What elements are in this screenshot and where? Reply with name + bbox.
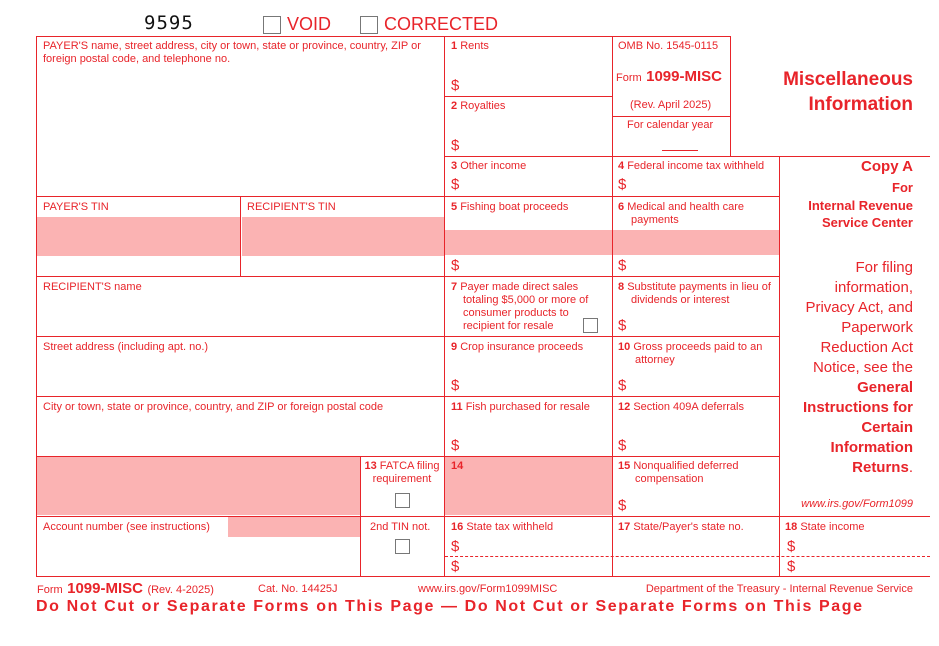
box1-label: 1 Rents bbox=[451, 40, 489, 52]
recipient-tin-field[interactable] bbox=[242, 256, 444, 276]
box16-state-tax-field-1[interactable] bbox=[462, 537, 610, 555]
box10-dollar: $ bbox=[618, 377, 627, 394]
box12-label: 12 Section 409A deferrals bbox=[618, 401, 744, 413]
form-title-line1: Miscellaneous bbox=[783, 69, 913, 90]
notice-url: www.irs.gov/Form1099 bbox=[801, 498, 913, 510]
box2-dollar: $ bbox=[451, 137, 460, 154]
rule-form-bottom bbox=[37, 576, 930, 577]
street-address-label: Street address (including apt. no.) bbox=[43, 341, 209, 353]
payer-tin-shade bbox=[37, 217, 240, 256]
rule-omb-rev bbox=[612, 116, 730, 117]
recipient-tin-label: RECIPIENT'S TIN bbox=[247, 201, 336, 213]
notice-line4: Paperwork bbox=[841, 319, 913, 336]
box8-substitute-field[interactable] bbox=[629, 316, 777, 335]
copy-irs-line2: Service Center bbox=[821, 215, 913, 230]
rule-row13-bottom bbox=[37, 516, 930, 517]
box15-label: 15 Nonqualified deferred compensation bbox=[618, 460, 739, 485]
account-number-label: Account number (see instructions) bbox=[43, 521, 210, 533]
street-address-field[interactable] bbox=[37, 357, 444, 395]
city-label: City or town, state or province, country, and ZIP or foreign postal code bbox=[43, 401, 384, 413]
box16-state-tax-field-2[interactable] bbox=[462, 557, 610, 575]
box10-label: 10 Gross proceeds paid to an attorney bbox=[618, 341, 763, 366]
rule-street-bottom bbox=[37, 396, 779, 397]
omb-form-id bbox=[616, 68, 722, 86]
notice-line5: Reduction Act bbox=[820, 339, 913, 356]
box16-dollar-1: $ bbox=[451, 538, 460, 555]
box18-label: 18 State income bbox=[785, 521, 865, 533]
box11-label: 11 Fish purchased for resale bbox=[451, 401, 590, 413]
calendar-year-label: For calendar year bbox=[627, 119, 714, 131]
box8-dollar: $ bbox=[618, 317, 627, 334]
calendar-year-field[interactable] bbox=[662, 137, 698, 151]
notice-line7: General bbox=[857, 379, 913, 396]
notice-line8: Instructions for bbox=[802, 399, 913, 416]
rule-box1-bottom bbox=[445, 96, 612, 97]
box7-checkbox[interactable] bbox=[583, 318, 598, 333]
omb-form-prefix: Form bbox=[616, 72, 642, 84]
vrule-box13-left bbox=[360, 456, 361, 577]
box8-label: 8 Substitute payments in lieu of dividends or interest bbox=[618, 281, 771, 306]
box17-label: 17 State/Payer's state no. bbox=[618, 521, 744, 533]
rule-tin-bottom bbox=[37, 276, 779, 277]
corrected-label: CORRECTED bbox=[384, 14, 499, 34]
notice-line9: Certain bbox=[861, 419, 913, 436]
rule-top bbox=[37, 36, 730, 37]
box18-state-income-field-2[interactable] bbox=[798, 557, 928, 575]
recipient-tin-shade bbox=[242, 217, 444, 256]
footer-department: Department of the Treasury - Internal Revenue Service bbox=[645, 583, 913, 595]
box2-royalties-field[interactable] bbox=[462, 136, 610, 155]
footer-form-name: 1099-MISC bbox=[67, 580, 143, 597]
box16-label: 16 State tax withheld bbox=[451, 521, 554, 533]
box17-state-no-field-2[interactable] bbox=[618, 557, 777, 575]
rule-payer-bottom bbox=[37, 196, 779, 197]
box11-fish-field[interactable] bbox=[462, 436, 610, 455]
box18-dollar-2: $ bbox=[787, 558, 796, 575]
box11-dollar: $ bbox=[451, 437, 460, 454]
box1-rents-field[interactable] bbox=[462, 76, 610, 95]
rule-city-bottom bbox=[37, 456, 779, 457]
box3-label: 3 Other income bbox=[451, 160, 527, 172]
box12-409a-field[interactable] bbox=[629, 436, 777, 455]
footer-cat-no: Cat. No. 14425J bbox=[258, 583, 338, 595]
footer-form-prefix: Form bbox=[37, 584, 63, 596]
recipient-name-field[interactable] bbox=[37, 297, 444, 335]
vrule-col-right bbox=[779, 156, 780, 577]
box15-nonqualified-field[interactable] bbox=[629, 496, 777, 515]
box6-dollar: $ bbox=[618, 257, 627, 274]
notice-line3: Privacy Act, and bbox=[805, 299, 913, 316]
box4-label: 4 Federal income tax withheld bbox=[618, 160, 765, 172]
left-bottom-shade bbox=[37, 457, 360, 515]
payer-tin-label: PAYER'S TIN bbox=[43, 201, 109, 213]
form-code: 9595 bbox=[144, 12, 194, 34]
vrule-tin-split bbox=[240, 196, 241, 276]
box14-field[interactable] bbox=[470, 458, 610, 514]
omb-rev: (Rev. April 2025) bbox=[630, 99, 712, 111]
filing-notice bbox=[784, 258, 913, 478]
vrule-col-mid bbox=[612, 36, 613, 577]
corrected-checkbox[interactable] bbox=[360, 16, 378, 34]
box16-dollar-2: $ bbox=[451, 558, 460, 575]
void-checkbox[interactable] bbox=[263, 16, 281, 34]
box10-attorney-field[interactable] bbox=[629, 376, 777, 395]
second-tin-label: 2nd TIN not. bbox=[370, 521, 431, 533]
account-shade bbox=[228, 517, 360, 537]
box14-label: 14 bbox=[451, 460, 464, 472]
city-field[interactable] bbox=[37, 417, 444, 455]
box4-federal-withheld-field[interactable] bbox=[629, 176, 777, 195]
account-number-field[interactable] bbox=[37, 538, 360, 576]
footer-form-id bbox=[37, 580, 214, 598]
void-label: VOID bbox=[287, 14, 332, 34]
box1-dollar: $ bbox=[451, 77, 460, 94]
box6-label: 6 Medical and health care payments bbox=[618, 201, 744, 226]
box9-dollar: $ bbox=[451, 377, 460, 394]
box12-dollar: $ bbox=[618, 437, 627, 454]
payer-name-label: PAYER'S name, street address, city or town, state or province, country, ZIP or foreign postal code, and telephone no. bbox=[43, 40, 421, 65]
notice-line1: For filing bbox=[855, 259, 913, 276]
payer-name-field[interactable] bbox=[37, 68, 444, 195]
box3-other-income-field[interactable] bbox=[462, 176, 610, 195]
box5-label: 5 Fishing boat proceeds bbox=[451, 201, 569, 213]
box18-dollar-1: $ bbox=[787, 538, 796, 555]
copy-a-label: Copy A bbox=[861, 158, 913, 175]
box17-state-no-field-1[interactable] bbox=[618, 537, 777, 555]
box9-crop-field[interactable] bbox=[462, 376, 610, 395]
omb-form-name: 1099-MISC bbox=[646, 68, 722, 85]
copy-for-label: For bbox=[892, 180, 913, 195]
recipient-name-label: RECIPIENT'S name bbox=[43, 281, 142, 293]
second-tin-checkbox[interactable] bbox=[395, 539, 410, 554]
footer-url: www.irs.gov/Form1099MISC bbox=[418, 583, 558, 595]
box18-state-income-field-1[interactable] bbox=[798, 537, 928, 555]
vrule-payer-right bbox=[444, 36, 445, 577]
notice-line10: Information bbox=[830, 439, 913, 456]
box7-label: 7 Payer made direct sales totaling $5,000 or more of consumer products to recipient for resale bbox=[451, 281, 589, 332]
rule-box2-bottom bbox=[445, 156, 930, 157]
notice-line6: Notice, see the bbox=[812, 359, 913, 376]
form-title-line2: Information bbox=[808, 94, 913, 115]
omb-number: OMB No. 1545-0115 bbox=[618, 40, 719, 52]
footer-rev: (Rev. 4-2025) bbox=[147, 584, 214, 596]
copy-irs-line1: Internal Revenue bbox=[808, 198, 913, 213]
box9-label: 9 Crop insurance proceeds bbox=[451, 341, 584, 353]
box4-dollar: $ bbox=[618, 176, 627, 193]
payer-tin-field[interactable] bbox=[37, 256, 240, 276]
notice-line2: information, bbox=[834, 279, 913, 296]
box5-dollar: $ bbox=[451, 257, 460, 274]
vrule-omb-right bbox=[730, 36, 731, 156]
footer-warning: Do Not Cut or Separate Forms on This Page — Do Not Cut or Separate Forms on This Page bbox=[36, 598, 864, 615]
box6-medical-field[interactable] bbox=[629, 256, 777, 275]
box2-label: 2 Royalties bbox=[451, 100, 506, 112]
box13-label: 13 FATCA filing requirement bbox=[364, 460, 440, 485]
box3-dollar: $ bbox=[451, 176, 460, 193]
rule-recipient-bottom bbox=[37, 336, 779, 337]
notice-line11: Returns. bbox=[852, 459, 913, 476]
box5-fishing-field[interactable] bbox=[462, 256, 610, 275]
box15-dollar: $ bbox=[618, 497, 627, 514]
fatca-checkbox[interactable] bbox=[395, 493, 410, 508]
